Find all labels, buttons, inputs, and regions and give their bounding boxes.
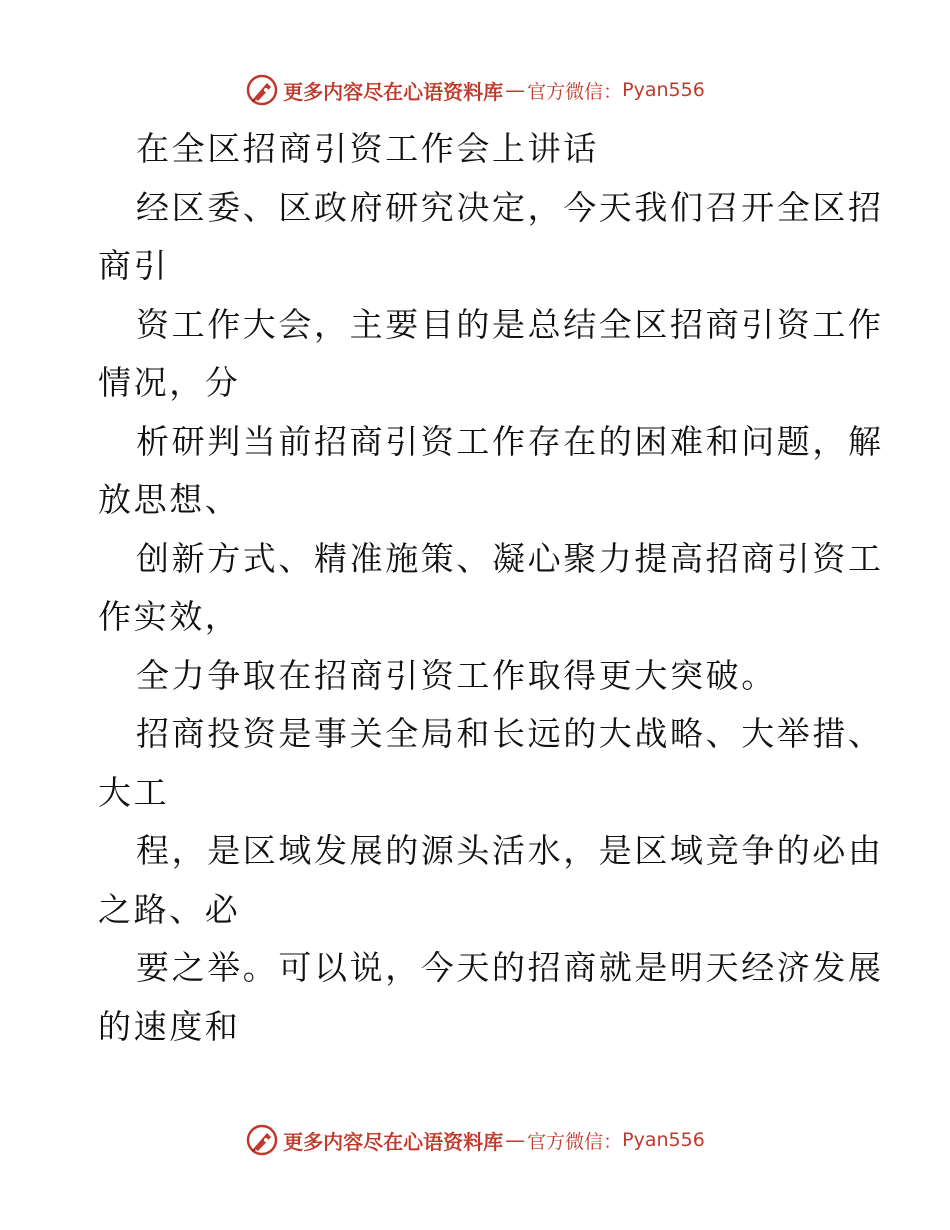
text-line: 的速度和 — [98, 1006, 241, 1046]
watermark-wechat-id: Pyan556 — [622, 79, 705, 101]
text-line: 放思想、 — [98, 480, 241, 519]
watermark-dash: — — [505, 1128, 526, 1152]
watermark-main-text: 更多内容尽在心语资料库 — [283, 79, 504, 104]
watermark-wechat-label: 官方微信： — [527, 80, 623, 103]
text-line: 情况，分 — [98, 363, 241, 402]
text-line: 全力争取在招商引资工作取得更大突破。 — [136, 655, 777, 695]
text-line: 作实效， — [98, 597, 241, 636]
text-line: 创新方式、精准施策、凝心聚力提高招商引资工 — [136, 538, 884, 578]
pen-logo-icon — [245, 73, 279, 107]
header-watermark — [0, 70, 950, 110]
document-body — [98, 120, 884, 1056]
document-title: 在全区招商引资工作会上讲话 — [136, 129, 599, 168]
watermark-wechat-label: 官方微信： — [527, 1130, 623, 1153]
text-line: 经区委、区政府研究决定，今天我们召开全区招 — [136, 187, 884, 227]
watermark-dash: — — [505, 78, 526, 102]
footer-watermark — [0, 1120, 950, 1160]
text-line: 招商投资是事关全局和长远的大战略、大举措、 — [136, 714, 884, 753]
pen-logo-icon — [245, 1123, 279, 1157]
text-line: 析研判当前招商引资工作存在的困难和问题，解 — [136, 421, 884, 461]
text-line: 之路、必 — [98, 889, 241, 929]
watermark-wechat-id: Pyan556 — [622, 1129, 705, 1151]
text-line: 资工作大会，主要目的是总结全区招商引资工作 — [136, 304, 884, 344]
text-line: 程，是区域发展的源头活水，是区域竞争的必由 — [136, 831, 884, 870]
text-line: 商引 — [98, 246, 170, 285]
text-line: 要之举。可以说，今天的招商就是明天经济发展 — [136, 948, 884, 987]
watermark-main-text: 更多内容尽在心语资料库 — [283, 1129, 504, 1154]
text-line: 大工 — [98, 772, 170, 812]
